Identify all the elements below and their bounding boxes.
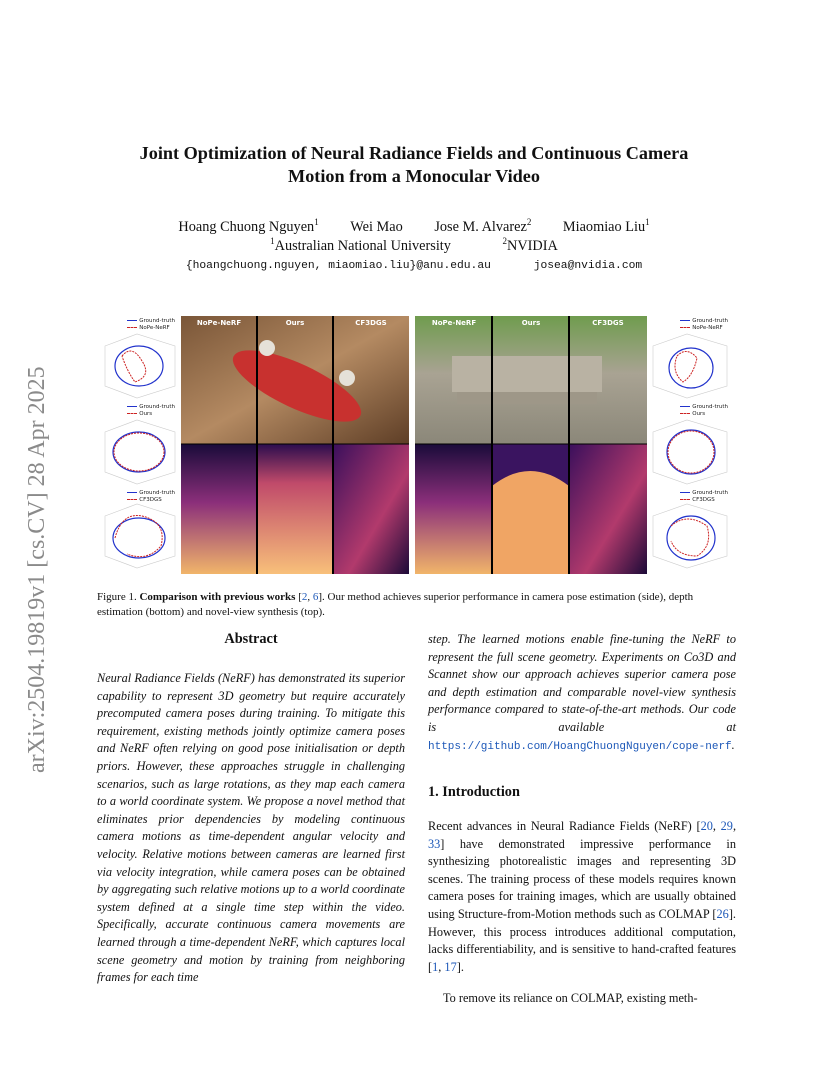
- email: josea@nvidia.com: [533, 260, 643, 272]
- author: Jose M. Alvarez$^2$: [434, 217, 532, 235]
- panel-label: NoPe-NeRF: [196, 319, 242, 327]
- title-line-2: Motion from a Monocular Video: [288, 166, 540, 186]
- figure-graphic: [97, 316, 733, 576]
- code-link[interactable]: https://github.com/HoangChuongNguyen/cope-nerf: [428, 740, 732, 753]
- panel-label: CF3DGS: [355, 319, 387, 327]
- abstract-continuation: step. The learned motions enable fine-tuning the NeRF to represent the full scene geometry. Experiments on Co3D and Scannet show our approach achieves superior camera pose and depth estimation and comparable novel-view synthesis performance compared to state-of-the-art methods. Our code is available at https://github.com/HoangChuongNguyen/cope-nerf.: [428, 632, 736, 753]
- intro-paragraph-2: To remove its reliance on COLMAP, existing meth-: [443, 991, 698, 1005]
- email-list: [100, 260, 728, 272]
- citation-link[interactable]: 29: [720, 819, 733, 833]
- plot-legend: Ground-truth CF3DGS: [650, 488, 730, 572]
- author: Wei Mao: [350, 219, 403, 235]
- author: Miaomiao Liu$^1$: [562, 217, 650, 235]
- plot-legend: Ground-truth Ours: [97, 402, 177, 486]
- paper-title: [100, 142, 728, 188]
- arxiv-id: arXiv:2504.19819v1 [cs.CV] 28 Apr 2025: [24, 366, 50, 773]
- figure-1: [97, 316, 733, 576]
- citation-link[interactable]: 6: [312, 591, 319, 603]
- citation-link[interactable]: 1: [432, 959, 439, 974]
- intro-paragraph-1: Recent advances in Neural Radiance Fields (NeRF) [20, 29, 33] have demonstrated impressive performance in synthesizing photorealistic images and representing 3D scenes. The training process of these models requires known camera poses for training images, which are usually obtained using Structure-from-Motion methods such as COLMAP [26]. However, this process introduces additional computation, lacks differentiability, and is sensitive to hand-crafted features [1, 17].: [428, 819, 737, 974]
- author: Hoang Chuong Nguyen$^1$: [178, 217, 319, 235]
- panel-label: NoPe-NeRF: [431, 319, 477, 327]
- panel-label: CF3DGS: [592, 319, 624, 327]
- affiliation: $^1$Australian National University: [270, 236, 451, 254]
- author-list: [100, 219, 728, 236]
- panel-label: Ours: [285, 319, 305, 327]
- figure-caption: Figure 1. Comparison with previous works [2, 6]. Our method achieves superior performance in camera pose estimation (side), depth estimation (bottom) and novel-view synthesis (top).: [97, 591, 694, 618]
- plot-legend: Ground-truth NoPe-NeRF: [650, 316, 730, 400]
- plot-legend: Ground-truth Ours: [650, 402, 730, 486]
- citation-link[interactable]: 2: [301, 591, 308, 603]
- citation-link[interactable]: 17: [444, 959, 457, 974]
- arxiv-stamp: [22, 285, 52, 775]
- section-heading-introduction: 1. Introduction: [428, 784, 520, 800]
- email: {hoangchuong.nguyen, miaomiao.liu}@anu.edu.au: [185, 260, 491, 272]
- citation-link[interactable]: 20: [700, 819, 713, 833]
- plot-legend: Ground-truth CF3DGS: [97, 488, 177, 572]
- panel-label: Ours: [521, 319, 541, 327]
- abstract-heading: Abstract: [224, 631, 278, 647]
- plot-legend: Ground-truth NoPe-NeRF: [97, 316, 177, 400]
- citation-link[interactable]: 26: [716, 906, 729, 921]
- title-line-1: Joint Optimization of Neural Radiance Fields and Continuous Camera: [139, 143, 689, 163]
- affiliation: $^2$NVIDIA: [502, 236, 558, 254]
- affiliation-list: [100, 238, 728, 255]
- citation-link[interactable]: 33: [428, 836, 441, 851]
- abstract-body: Neural Radiance Fields (NeRF) has demonstrated its superior capability to represent 3D geometry but require accurately precomputed camera poses during training. To mitigate this requirement, existing methods jointly optimize camera poses and NeRF often relying on good pose initialisation or depth priors. However, these approaches struggle in challenging scenarios, such as large rotations, as they map each camera to a world coordinate system. We propose a novel method that eliminates prior dependencies by modeling continuous camera motions as time-dependent angular velocity and velocity. Relative motions between cameras are learned first via velocity integration, while camera poses can be obtained by aggregating such relative motions up to a world coordinate system defined at a single time step within the video. Specifically, accurate continuous camera movements are learned through a time-dependent NeRF, which captures local scene geometry and motion by training from neighboring frames for each time: [97, 671, 405, 985]
